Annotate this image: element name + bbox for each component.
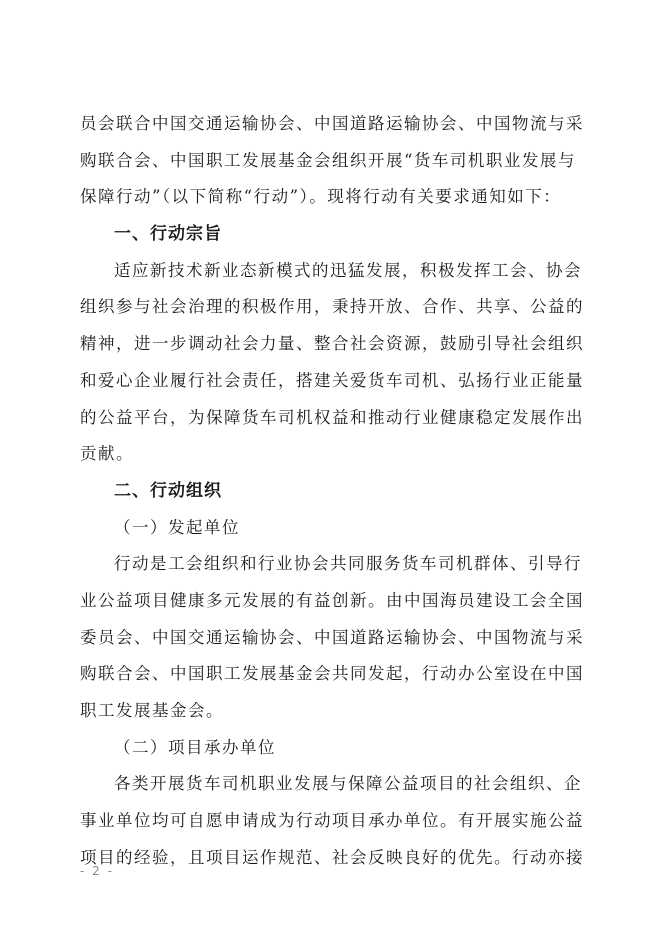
purpose-paragraph (80, 253, 584, 473)
text-line: 委员会、中国交通运输协会、中国道路运输协会、中国物流与采 (80, 627, 584, 647)
text-line: 项目的经验，且项目运作规范、社会反映良好的优先。行动亦接 (80, 847, 584, 867)
text-line: 购联合会、中国职工发展基金会共同发起，行动办公室设在中国 (80, 664, 584, 684)
subsection-initiators (80, 510, 584, 730)
text-line: 精神，进一步调动社会力量、整合社会资源，鼓励引导社会组织 (80, 334, 584, 354)
text-line: 和爱心企业履行社会责任，搭建关爱货车司机、弘扬行业正能量 (80, 370, 584, 390)
continuation-paragraph (80, 106, 584, 216)
subsection-heading-initiators: （一）发起单位 (114, 517, 240, 537)
text-line: 组织参与社会治理的积极作用，秉持开放、合作、共享、公益的 (80, 297, 584, 317)
document-body (80, 106, 584, 876)
text-line: 行动是工会组织和行业协会共同服务货车司机群体、引导行 (114, 554, 582, 574)
section-heading-organization: 二、行动组织 (114, 480, 222, 501)
text-line: 职工发展基金会。 (80, 701, 224, 720)
text-line: 事业单位均可自愿申请成为行动项目承办单位。有开展实施公益 (80, 811, 584, 831)
section-heading-purpose: 一、行动宗旨 (114, 224, 222, 245)
section-organization (80, 473, 584, 877)
text-line: 员会联合中国交通运输协会、中国道路运输协会、中国物流与采 (80, 114, 584, 133)
text-line: 保障行动”（以下简称“行动”）。现将行动有关要求通知如下： (80, 187, 562, 207)
section-purpose (80, 216, 584, 473)
text-line: 适应新技术新业态新模式的迅猛发展，积极发挥工会、协会 (114, 260, 582, 280)
text-line: 的公益平台，为保障货车司机权益和推动行业健康稳定发展作出 (80, 407, 584, 427)
subsection-heading-undertakers: （二）项目承办单位 (114, 737, 276, 757)
text-line: 购联合会、中国职工发展基金会组织开展“货车司机职业发展与 (80, 150, 576, 170)
page-number: - 2 - (80, 864, 114, 878)
text-line: 各类开展货车司机职业发展与保障公益项目的社会组织、企 (114, 774, 582, 794)
text-line: 贡献。 (80, 444, 134, 464)
text-line: 业公益项目健康多元发展的有益创新。由中国海员建设工会全国 (80, 590, 584, 610)
subsection-project-undertakers (80, 730, 584, 877)
